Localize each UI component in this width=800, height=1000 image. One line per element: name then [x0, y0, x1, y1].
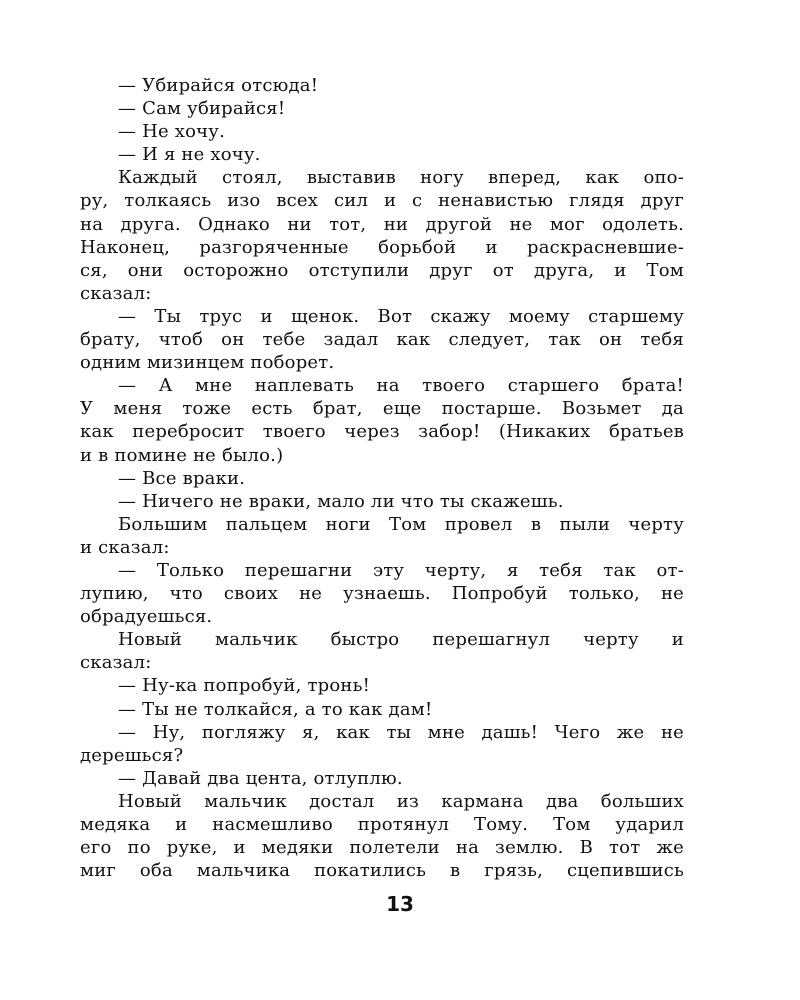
text-line: Наконец, разгоряченные борьбой и раскрасневшие-	[80, 236, 684, 258]
text-line: сказал:	[80, 652, 152, 674]
text-line: брату, чтоб он тебе задал как следует, так он тебя	[80, 329, 684, 351]
text-line: ся, они осторожно отступили друг от друга, и Том	[80, 259, 684, 281]
text-line: ру, толкаясь изо всех сил и с ненавистью глядя друг	[80, 190, 684, 212]
text-line: — Ну, погляжу я, как ты мне дашь! Чего же не	[118, 721, 684, 743]
text-line: дерешься?	[80, 744, 184, 766]
text-line: У меня тоже есть брат, еще постарше. Возьмет да	[80, 398, 684, 420]
text-line: — Давай два цента, отлуплю.	[118, 767, 403, 789]
text-line: Каждый стоял, выставив ногу вперед, как опо-	[118, 167, 684, 189]
text-line: — Все враки.	[118, 467, 246, 489]
page-number: 13	[386, 892, 414, 916]
text-line: — Только перешагни эту черту, я тебя так от-	[118, 559, 684, 581]
text-line: Новый мальчик достал из кармана два больших	[118, 790, 684, 812]
text-line: как перебросит твоего через забор! (Никаких братьев	[80, 421, 684, 443]
text-line: Большим пальцем ноги Том провел в пыли черту	[118, 513, 684, 535]
text-line: — Сам убирайся!	[118, 98, 286, 120]
text-line: лупию, что своих не узнаешь. Попробуй только, не	[80, 583, 684, 605]
text-line: — И я не хочу.	[118, 144, 261, 166]
text-line: — Ты не толкайся, а то как дам!	[118, 698, 433, 720]
text-line: — Ничего не враки, мало ли что ты скажешь.	[118, 490, 564, 512]
body-text	[80, 74, 684, 882]
text-line: одним мизинцем поборет.	[80, 352, 335, 374]
text-line: и в помине не было.)	[80, 444, 284, 466]
text-line: — А мне наплевать на твоего старшего брата!	[118, 375, 684, 397]
text-line: сказал:	[80, 282, 152, 304]
text-line: обрадуешься.	[80, 606, 213, 628]
text-line: на друга. Однако ни тот, ни другой не мог одолеть.	[80, 213, 684, 235]
text-line: медяка и насмешливо протянул Тому. Том ударил	[80, 814, 684, 835]
text-line: — Убирайся отсюда!	[118, 75, 319, 96]
text-line: — Ну-ка попробуй, тронь!	[118, 675, 371, 697]
text-line: — Ты трус и щенок. Вот скажу моему старшему	[118, 305, 684, 327]
text-line: и сказал:	[80, 536, 170, 558]
text-line: миг оба мальчика покатились в грязь, сцепившись	[80, 860, 684, 882]
text-line: Новый мальчик быстро перешагнул черту и	[118, 629, 684, 651]
text-line: — Не хочу.	[118, 121, 225, 143]
text-line: его по руке, и медяки полетели на землю. В тот же	[80, 837, 684, 859]
